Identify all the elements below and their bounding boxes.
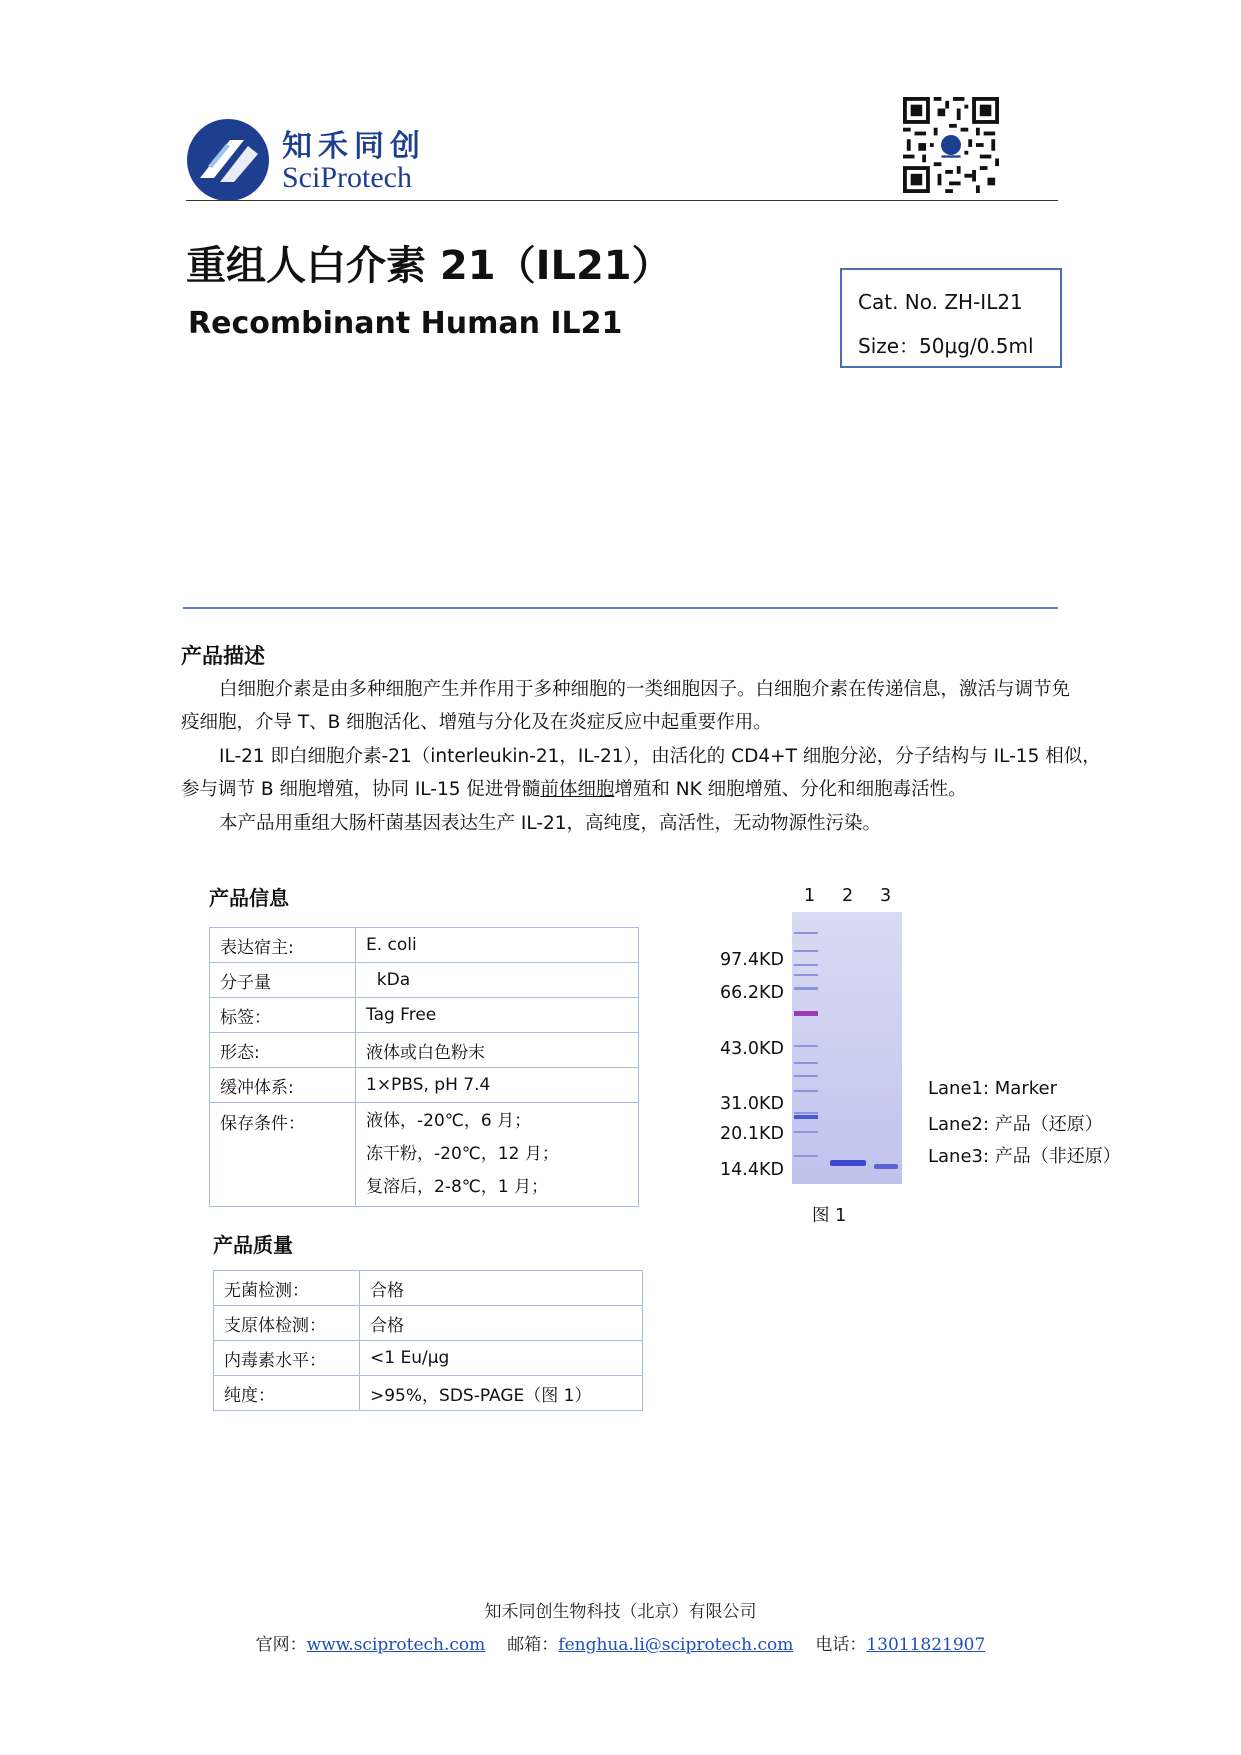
table-value: 合格 <box>360 1271 643 1306</box>
lane2-product-band <box>830 1160 866 1166</box>
sds-page-figure <box>700 880 1121 1226</box>
product-title-cn: 重组人白介素 21（IL21） <box>186 243 672 289</box>
legend-lane1: Lane1: Marker <box>928 1078 1057 1099</box>
phone-link[interactable]: 13011821907 <box>866 1635 986 1655</box>
table-key: 支原体检测： <box>214 1306 360 1341</box>
table-key: 缓冲体系: <box>210 1068 356 1103</box>
legend-lane2: Lane2: 产品（还原） <box>928 1114 1103 1135</box>
table-value: kDa <box>356 963 639 998</box>
table-row <box>214 1376 643 1411</box>
table-row <box>210 1103 639 1207</box>
legend-lane3: Lane3: 产品（非还原） <box>928 1146 1121 1167</box>
table-row <box>214 1306 643 1341</box>
figure-caption: 图 1 <box>812 1206 847 1226</box>
logo-en-text: SciProtech <box>282 161 412 194</box>
marker-band <box>794 964 818 966</box>
lane-number: 3 <box>880 886 892 906</box>
table-key: 纯度： <box>214 1376 360 1411</box>
marker-band <box>794 1090 818 1092</box>
table-row <box>214 1271 643 1306</box>
description-paragraph-3: 本产品用重组大肠杆菌基因表达生产 IL-21，高纯度，高活性，无动物源性污染。 <box>219 813 882 834</box>
catalog-number: Cat. No. ZH-IL21 <box>858 290 1023 314</box>
company-logo <box>186 115 436 205</box>
marker-band <box>794 1062 818 1064</box>
table-key: 无菌检测： <box>214 1271 360 1306</box>
table-key: 形态: <box>210 1033 356 1068</box>
marker-band <box>794 1131 818 1133</box>
logo-mark-icon <box>186 118 270 202</box>
table-value: <1 Eu/μg <box>360 1341 643 1376</box>
lane-number: 1 <box>804 886 816 906</box>
email-link[interactable]: fenghua.li@sciprotech.com <box>558 1635 794 1655</box>
qr-code-icon <box>903 97 999 193</box>
storage-line: 冻干粉，-20℃，12 月； <box>366 1144 559 1164</box>
website-link[interactable]: www.sciprotech.com <box>306 1635 486 1655</box>
lane3-product-band <box>874 1164 898 1169</box>
logo-cn-text: 知禾同创 <box>282 129 426 164</box>
email-label: 邮箱： <box>507 1635 559 1655</box>
description-paragraph-2-line-1: IL-21 即白细胞介素-21（interleukin-21，IL-21），由活化的 CD4+T 细胞分泌，分子结构与 IL-15 相似， <box>219 746 1101 767</box>
description-text: 增殖和 NK 细胞增殖、分化和细胞毒活性。 <box>614 779 967 800</box>
table-value: E. coli <box>356 928 639 963</box>
marker-label: 31.0KD <box>720 1094 784 1114</box>
table-row <box>210 928 639 963</box>
table-row <box>210 1068 639 1103</box>
footer-contact <box>0 1630 1241 1655</box>
gel-image <box>792 912 902 1184</box>
marker-label: 97.4KD <box>720 950 784 970</box>
table-value: 1×PBS, pH 7.4 <box>356 1068 639 1103</box>
table-key: 分子量 <box>210 963 356 998</box>
table-value: 液体或白色粉末 <box>356 1033 639 1068</box>
table-key: 表达宿主: <box>210 928 356 963</box>
description-text: 参与调节 B 细胞增殖，协同 IL-15 促进骨髓 <box>181 779 541 800</box>
header-divider <box>186 200 1058 201</box>
website-label: 官网： <box>255 1635 307 1655</box>
product-info-table <box>209 927 639 1207</box>
storage-conditions <box>356 1103 639 1207</box>
marker-label: 43.0KD <box>720 1039 784 1059</box>
marker-band <box>794 1075 818 1077</box>
marker-band <box>794 1112 818 1114</box>
catalog-box <box>840 268 1062 368</box>
marker-band <box>794 1155 818 1157</box>
description-paragraph-2-line-2 <box>181 773 1081 807</box>
marker-band <box>794 1045 818 1047</box>
lane-number: 2 <box>842 886 854 906</box>
table-value: Tag Free <box>356 998 639 1033</box>
marker-band <box>794 932 818 934</box>
footer-company-name: 知禾同创生物科技（北京）有限公司 <box>484 1602 757 1622</box>
table-key: 保存条件： <box>210 1103 356 1207</box>
description-paragraph-1-line-1: 白细胞介素是由多种细胞产生并作用于多种细胞的一类细胞因子。白细胞介素在传递信息，激活与调节免 <box>219 679 1071 700</box>
marker-label: 14.4KD <box>720 1160 784 1180</box>
info-heading: 产品信息 <box>209 886 289 910</box>
marker-band <box>794 974 818 976</box>
product-title-en: Recombinant Human IL21 <box>188 306 623 341</box>
description-paragraph-1-line-2: 疫细胞，介导 T、B 细胞活化、增殖与分化及在炎症反应中起重要作用。 <box>181 712 772 733</box>
marker-band <box>794 950 818 952</box>
marker-band <box>794 987 818 990</box>
table-row <box>210 1033 639 1068</box>
table-row <box>214 1341 643 1376</box>
table-value: 合格 <box>360 1306 643 1341</box>
table-row <box>210 998 639 1033</box>
table-value: >95%，SDS-PAGE（图 1） <box>360 1376 643 1411</box>
table-key: 内毒素水平： <box>214 1341 360 1376</box>
marker-label: 20.1KD <box>720 1124 784 1144</box>
marker-band-20kd <box>794 1115 818 1119</box>
storage-line: 液体，-20℃，6 月； <box>366 1111 532 1131</box>
phone-label: 电话： <box>815 1635 867 1655</box>
table-row <box>210 963 639 998</box>
quality-heading: 产品质量 <box>213 1233 293 1257</box>
gel-background <box>792 912 902 1184</box>
underlined-term: 前体细胞 <box>540 779 615 800</box>
section-divider <box>183 607 1058 609</box>
marker-band-66kd <box>794 1011 818 1016</box>
marker-label: 66.2KD <box>720 983 784 1003</box>
storage-line: 复溶后，2-8℃，1 月； <box>366 1177 549 1197</box>
quality-table <box>213 1270 643 1411</box>
table-key: 标签： <box>210 998 356 1033</box>
description-heading: 产品描述 <box>181 644 265 668</box>
product-size: Size：50μg/0.5ml <box>858 334 1034 358</box>
